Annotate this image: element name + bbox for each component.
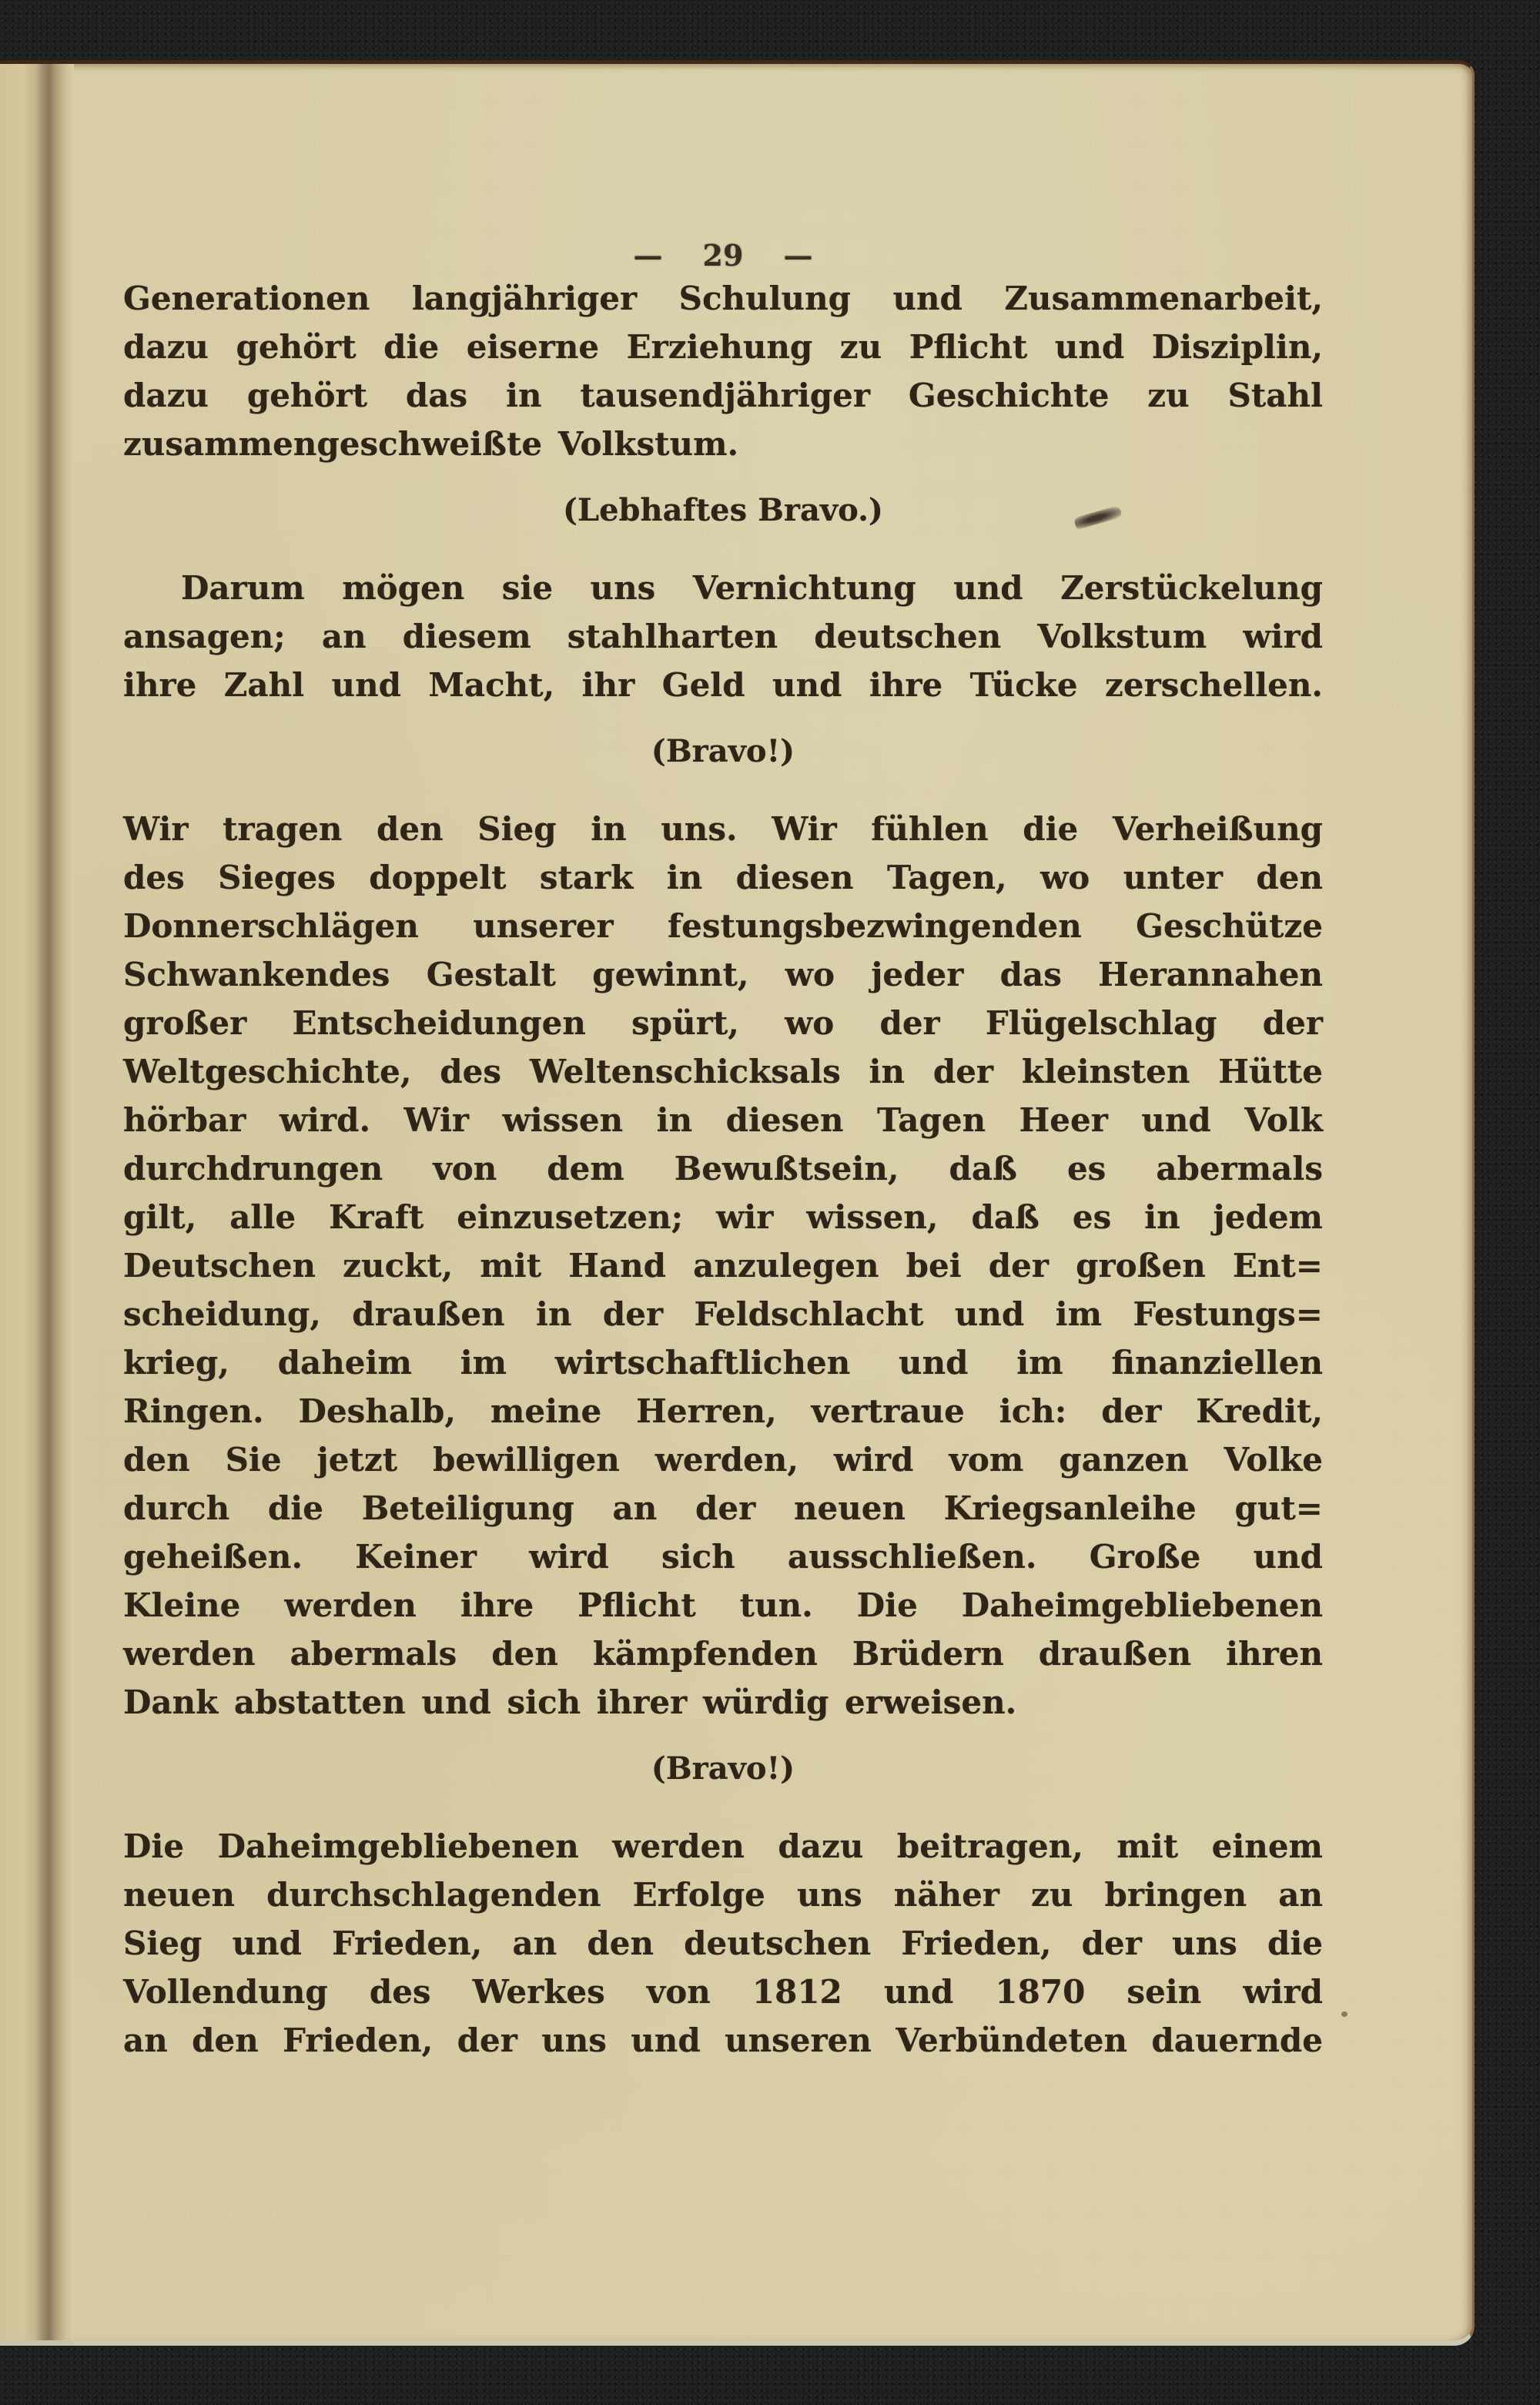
page-number-value: 29	[702, 238, 744, 273]
text-line: an den Frieden, der uns und unseren Verbündeten dauernde	[123, 2021, 1323, 2059]
text-line: Dank abstatten und sich ihrer würdig erweisen.	[123, 1683, 1017, 1721]
text-line: krieg, daheim im wirtschaftlichen und im finanziellen	[123, 1344, 1323, 1382]
ink-speck	[1341, 2011, 1348, 2017]
text-line: Sieg und Frieden, an den deutschen Frieden, der uns die	[123, 1924, 1323, 1962]
text-line: des Sieges doppelt stark in diesen Tagen, wo unter den	[123, 859, 1323, 896]
text-line: neuen durchschlagenden Erfolge uns näher zu bringen an	[123, 1876, 1323, 1914]
text-line: dazu gehört die eiserne Erziehung zu Pflicht und Disziplin,	[123, 328, 1323, 366]
paragraph	[123, 805, 1323, 1727]
text-line: geheißen. Keiner wird sich ausschließen. Große und	[123, 1538, 1323, 1576]
text-line: gilt, alle Kraft einzusetzen; wir wissen, daß es in jedem	[123, 1198, 1323, 1236]
text-line: durch die Beteiligung an der neuen Kriegsanleihe gut=	[123, 1489, 1323, 1527]
book-page	[42, 60, 1475, 2346]
paragraph	[123, 1822, 1323, 2065]
text-line: ansagen; an diesem stahlharten deutschen Volkstum wird	[123, 618, 1323, 655]
page-number	[123, 237, 1323, 274]
text-line: Wir tragen den Sieg in uns. Wir fühlen die Verheißung	[123, 810, 1323, 848]
text-line: Generationen langjähriger Schulung und Zusammenarbeit,	[123, 280, 1323, 317]
text-line: Die Daheimgebliebenen werden dazu beitragen, mit einem	[123, 1827, 1323, 1865]
page-gutter-fold	[0, 60, 74, 2346]
page-number-dash-right: —	[783, 238, 813, 273]
page-number-dash-left: —	[633, 238, 663, 273]
text-block	[123, 64, 1323, 2065]
stage-direction	[123, 732, 1323, 771]
text-line: Kleine werden ihre Pflicht tun. Die Daheimgebliebenen	[123, 1586, 1323, 1624]
text-line: hörbar wird. Wir wissen in diesen Tagen Heer und Volk	[123, 1101, 1323, 1139]
paragraph	[123, 564, 1323, 709]
text-line: werden abermals den kämpfenden Brüdern draußen ihren	[123, 1635, 1323, 1673]
text-line: zusammengeschweißte Volkstum.	[123, 425, 739, 463]
text-line: Ringen. Deshalb, meine Herren, vertraue ich: der Kredit,	[123, 1392, 1323, 1430]
text-line: dazu gehört das in tausendjähriger Geschichte zu Stahl	[123, 377, 1323, 414]
paragraph	[123, 274, 1323, 468]
text-line: Darum mögen sie uns Vernichtung und Zerstückelung	[181, 569, 1323, 607]
text-line: ihre Zahl und Macht, ihr Geld und ihre Tücke zerschellen.	[123, 666, 1323, 704]
text-line: Deutschen zuckt, mit Hand anzulegen bei der großen Ent=	[123, 1247, 1323, 1285]
text-line: großer Entscheidungen spürt, wo der Flügelschlag der	[123, 1004, 1323, 1042]
text-line: (Bravo!)	[651, 733, 795, 769]
stage-direction	[123, 491, 1323, 530]
text-line: den Sie jetzt bewilligen werden, wird vom ganzen Volke	[123, 1441, 1323, 1479]
stage-direction	[123, 1750, 1323, 1788]
text-line: Weltgeschichte, des Weltenschicksals in der kleinsten Hütte	[123, 1053, 1323, 1090]
text-line: Vollendung des Werkes von 1812 und 1870 sein wird	[123, 1973, 1323, 2011]
text-line: (Lebhaftes Bravo.)	[563, 492, 883, 528]
text-line: scheidung, draußen in der Feldschlacht und im Festungs=	[123, 1295, 1323, 1333]
text-line: durchdrungen von dem Bewußtsein, daß es abermals	[123, 1150, 1323, 1187]
text-line: Schwankendes Gestalt gewinnt, wo jeder das Herannahen	[123, 956, 1323, 993]
text-line: (Bravo!)	[651, 1750, 795, 1787]
text-line: Donnerschlägen unserer festungsbezwingenden Geschütze	[123, 907, 1323, 945]
